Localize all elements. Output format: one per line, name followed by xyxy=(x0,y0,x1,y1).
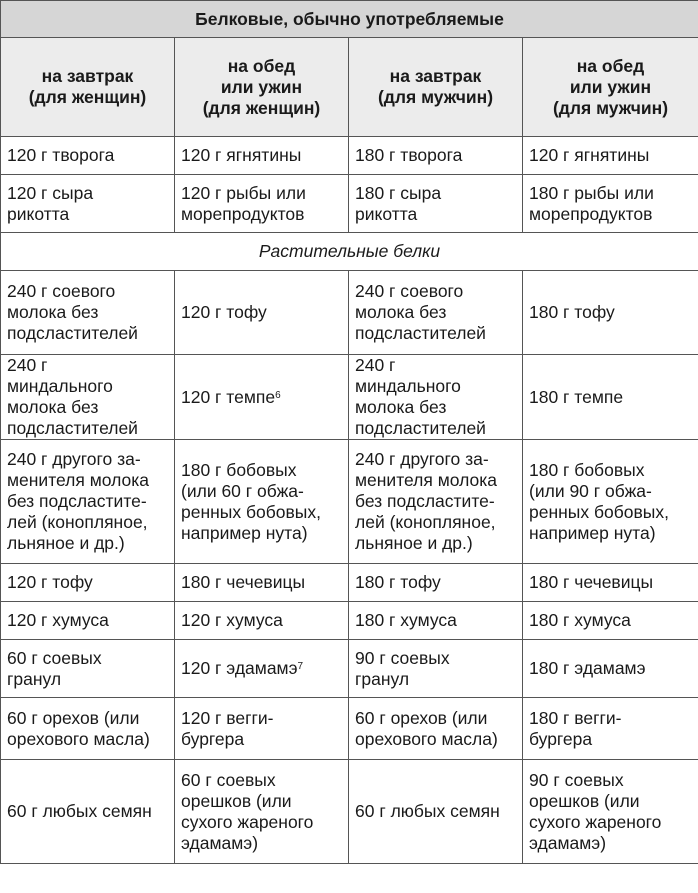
column-header xyxy=(349,38,523,137)
cell-line: 120 г тофу xyxy=(181,302,267,322)
table-cell xyxy=(1,760,175,864)
table-cell xyxy=(349,137,523,175)
table-cell xyxy=(175,355,349,440)
cell-line: подсластителей xyxy=(355,323,486,343)
cell-line: 180 г рыбы или xyxy=(529,182,654,203)
table-title: Белковые, обычно употребляемые xyxy=(1,1,698,38)
table-cell xyxy=(175,271,349,355)
table-cell xyxy=(1,440,175,564)
table-cell xyxy=(349,640,523,698)
table-cell xyxy=(349,175,523,233)
cell-line: бургера xyxy=(181,728,245,749)
table-cell xyxy=(1,137,175,175)
cell-line: 120 г вегги- xyxy=(181,707,274,728)
table-cell xyxy=(1,355,175,440)
cell-line: 120 г творога xyxy=(7,145,115,165)
cell-line: 60 г любых семян xyxy=(7,801,152,821)
cell-line: без подсластите- xyxy=(355,491,495,511)
cell-line: 180 г хумуса xyxy=(355,610,457,630)
cell-line: 180 г вегги- xyxy=(529,707,622,728)
table-cell xyxy=(349,760,523,864)
table-cell xyxy=(175,602,349,640)
cell-line: (или 60 г обжа- xyxy=(181,480,304,501)
cell-line: 180 г тофу xyxy=(529,302,615,322)
cell-line: молока без xyxy=(355,397,447,417)
cell-line: ренных бобовых, xyxy=(181,501,321,522)
table-row xyxy=(1,602,698,640)
column-header xyxy=(1,38,175,137)
cell-line: гранул xyxy=(7,668,62,689)
cell-line: подсластителей xyxy=(7,418,138,438)
table-cell xyxy=(349,355,523,440)
cell-line: лей (конопляное, xyxy=(7,512,148,532)
cell-line: на завтрак xyxy=(41,66,134,86)
table-cell xyxy=(175,564,349,602)
cell-line: морепродуктов xyxy=(529,203,653,224)
cell-line: орешков (или xyxy=(529,790,640,811)
cell-line: льняное и др.) xyxy=(355,533,473,553)
table-cell xyxy=(175,175,349,233)
cell-line: на обед xyxy=(227,55,296,76)
cell-line: 120 г ягнятины xyxy=(181,145,302,165)
cell-line: 60 г орехов (или xyxy=(355,707,488,728)
cell-line: орешков (или xyxy=(181,790,292,811)
cell-line: эдамамэ) xyxy=(181,832,259,853)
table-row xyxy=(1,137,698,175)
table-cell xyxy=(175,698,349,760)
cell-line: миндального xyxy=(7,376,113,396)
cell-line: 180 г тофу xyxy=(355,572,441,592)
cell-line: 180 г творога xyxy=(355,145,463,165)
cell-line: сухого жареного xyxy=(529,811,662,832)
table-row xyxy=(1,698,698,760)
table-cell xyxy=(349,602,523,640)
table-row xyxy=(1,760,698,864)
table-cell xyxy=(349,698,523,760)
cell-line: 240 г другого за- xyxy=(355,449,489,469)
cell-line: или ужин xyxy=(220,76,303,97)
column-header xyxy=(175,38,349,137)
cell-line: например нута) xyxy=(181,522,308,543)
table-cell xyxy=(175,760,349,864)
cell-line: 60 г соевых xyxy=(181,769,276,790)
cell-line: 120 г эдамамэ xyxy=(181,658,298,678)
table-cell xyxy=(523,355,698,440)
cell-line: 60 г соевых xyxy=(7,647,102,668)
cell-line: 180 г сыра xyxy=(355,182,442,203)
cell-line: 120 г ягнятины xyxy=(529,145,650,165)
table-cell xyxy=(175,440,349,564)
cell-line: 180 г чечевицы xyxy=(181,572,306,592)
table-cell xyxy=(1,564,175,602)
cell-line: 90 г соевых xyxy=(529,769,624,790)
cell-line: 240 г xyxy=(355,355,396,375)
column-header xyxy=(523,38,698,137)
cell-line: орехового масла) xyxy=(355,728,498,749)
cell-line: льняное и др.) xyxy=(7,533,125,553)
cell-line: бургера xyxy=(529,728,593,749)
cell-line: например нута) xyxy=(529,522,656,543)
cell-line: 180 г бобовых xyxy=(529,459,645,480)
table-row xyxy=(1,564,698,602)
cell-line: сухого жареного xyxy=(181,811,314,832)
cell-line: миндального xyxy=(355,376,461,396)
table-cell xyxy=(349,440,523,564)
cell-line: рикотта xyxy=(355,203,418,224)
cell-line: 120 г сыра xyxy=(7,182,94,203)
cell-line: ренных бобовых, xyxy=(529,501,669,522)
cell-line: (для женщин) xyxy=(202,97,321,118)
cell-line: молока без xyxy=(355,302,447,322)
cell-line: 180 г чечевицы xyxy=(529,572,654,592)
cell-line: подсластителей xyxy=(7,323,138,343)
cell-line: на завтрак xyxy=(389,66,482,86)
cell-line: морепродуктов xyxy=(181,203,305,224)
cell-line: подсластителей xyxy=(355,418,486,438)
table-cell xyxy=(523,564,698,602)
cell-line: 120 г тофу xyxy=(7,572,93,592)
cell-line: 180 г эдамамэ xyxy=(529,658,646,678)
cell-line: гранул xyxy=(355,668,410,689)
cell-line: 120 г рыбы или xyxy=(181,182,306,203)
cell-line: 180 г темпе xyxy=(529,386,624,407)
cell-line: или ужин xyxy=(569,76,652,97)
table-row xyxy=(1,271,698,355)
cell-line: 240 г другого за- xyxy=(7,449,141,469)
cell-line: (для мужчин) xyxy=(552,97,669,118)
cell-line: 60 г орехов (или xyxy=(7,707,140,728)
cell-line: без подсластите- xyxy=(7,491,147,511)
table-row xyxy=(1,355,698,440)
cell-line: 60 г любых семян xyxy=(355,801,500,821)
cell-line: (для женщин) xyxy=(28,87,147,107)
cell-line: орехового масла) xyxy=(7,728,150,749)
table-cell xyxy=(523,271,698,355)
table-cell xyxy=(523,698,698,760)
cell-line: эдамамэ) xyxy=(529,832,607,853)
table-cell xyxy=(523,440,698,564)
table-cell xyxy=(175,137,349,175)
cell-line: 180 г бобовых xyxy=(181,459,297,480)
cell-line: молока без xyxy=(7,302,99,322)
table-cell xyxy=(349,564,523,602)
table-cell xyxy=(1,602,175,640)
cell-line: менителя молока xyxy=(355,470,498,490)
cell-line: на обед xyxy=(576,55,645,76)
cell-line: 240 г xyxy=(7,355,48,375)
table-row xyxy=(1,440,698,564)
table-cell xyxy=(175,640,349,698)
table-cell xyxy=(1,271,175,355)
cell-line: 120 г хумуса xyxy=(7,610,109,630)
cell-line: менителя молока xyxy=(7,470,150,490)
table-cell xyxy=(523,602,698,640)
table-cell xyxy=(523,640,698,698)
header-row xyxy=(1,38,698,137)
cell-line: 90 г соевых xyxy=(355,647,450,668)
cell-line: лей (конопляное, xyxy=(355,512,496,532)
cell-line: 240 г соевого xyxy=(355,281,464,301)
table-cell xyxy=(523,137,698,175)
cell-line: 180 г хумуса xyxy=(529,610,631,630)
footnote-marker: 7 xyxy=(297,661,304,672)
table-cell xyxy=(1,640,175,698)
cell-line: (или 90 г обжа- xyxy=(529,480,652,501)
cell-line: рикотта xyxy=(7,203,70,224)
table-cell xyxy=(523,760,698,864)
table-cell xyxy=(1,175,175,233)
cell-line: 240 г соевого xyxy=(7,281,116,301)
cell-line: молока без xyxy=(7,397,99,417)
cell-line: (для мужчин) xyxy=(377,87,494,107)
footnote-marker: 6 xyxy=(275,389,281,401)
table-row xyxy=(1,175,698,233)
table-cell xyxy=(523,175,698,233)
section-row xyxy=(1,233,698,271)
cell-line: 120 г хумуса xyxy=(181,610,283,630)
table-row xyxy=(1,640,698,698)
section-label: Растительные белки xyxy=(1,233,698,271)
table-cell xyxy=(1,698,175,760)
cell-line: 120 г темпе xyxy=(181,386,276,407)
table-cell xyxy=(349,271,523,355)
